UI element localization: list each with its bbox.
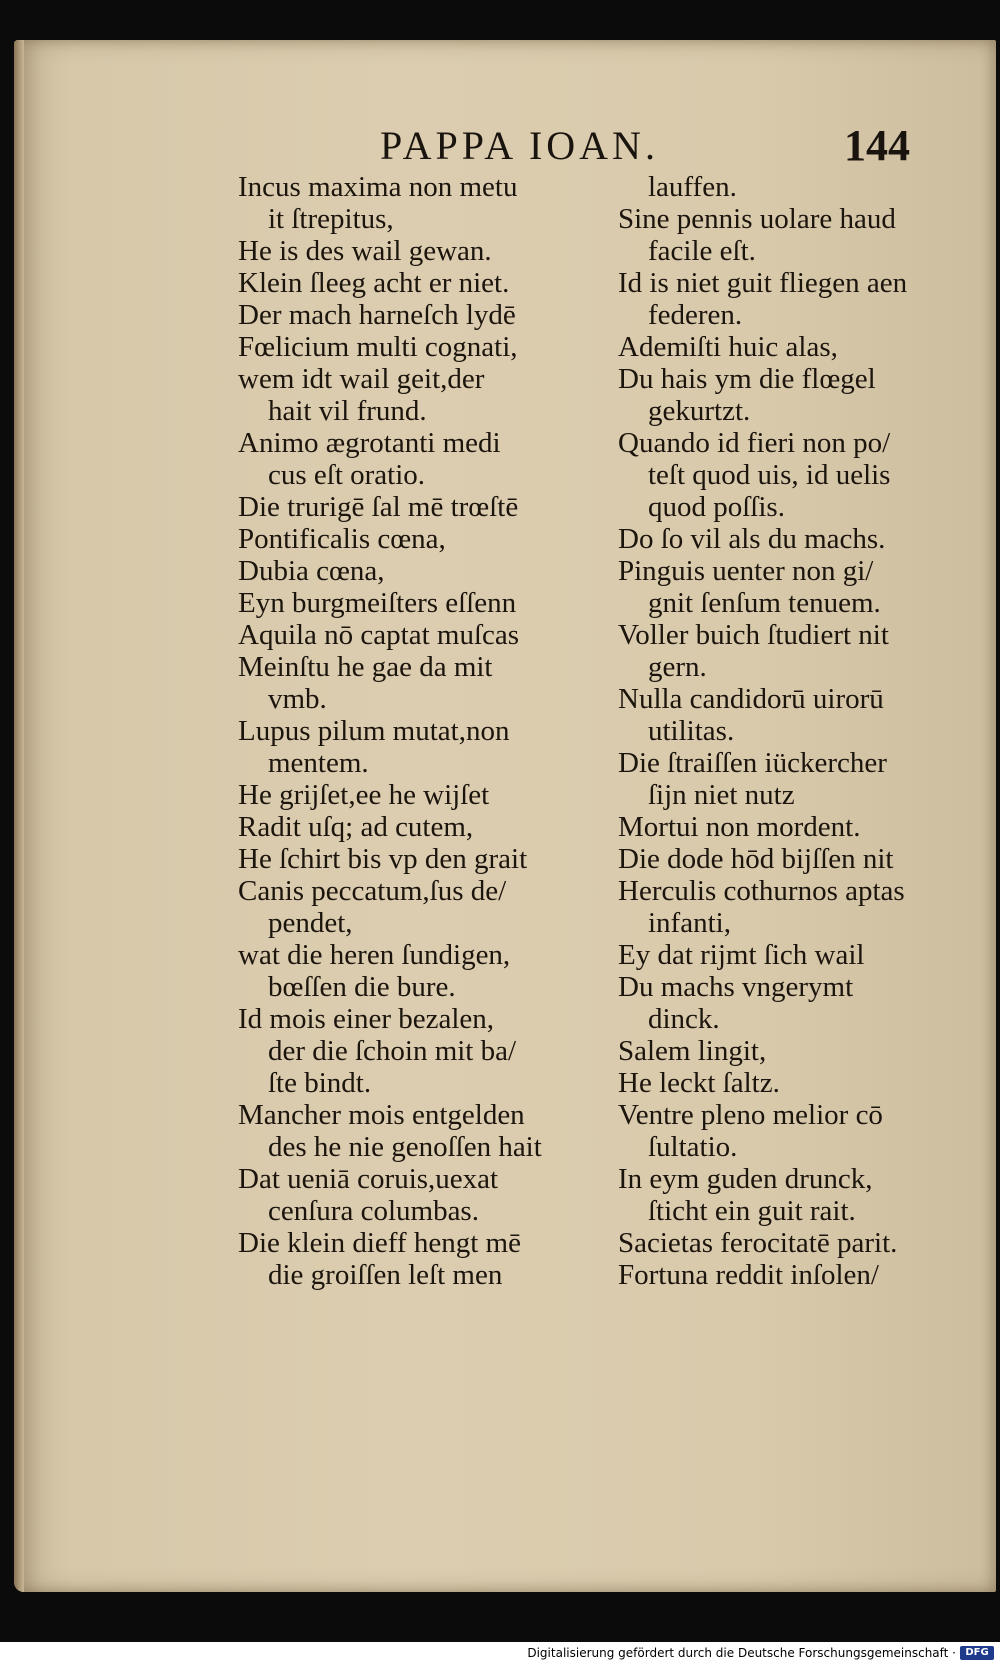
right-column-line: Du hais ym die flœgel — [618, 363, 876, 395]
left-column-line: Die klein dieff hengt mē — [238, 1227, 521, 1259]
right-column-line: He leckt ſaltz. — [618, 1067, 780, 1099]
running-title: PAPPA IOAN. — [380, 123, 659, 168]
right-column-line: infanti, — [648, 907, 731, 939]
right-column-line: Do ſo vil als du machs. — [618, 523, 886, 555]
left-column-line: Incus maxima non metu — [238, 171, 518, 203]
left-column-line: Mancher mois entgelden — [238, 1099, 525, 1131]
right-column-line: gekurtzt. — [648, 395, 751, 427]
left-column-line: hait vil frund. — [268, 395, 427, 427]
left-column-line: it ſtrepitus, — [268, 203, 394, 235]
footer-bar — [0, 1642, 1000, 1666]
left-column-line: Eyn burgmeiſters eſſenn — [238, 587, 517, 619]
right-column-line: teſt quod uis, id uelis — [648, 459, 891, 491]
left-column-line: Klein ſleeg acht er niet. — [238, 267, 510, 299]
right-column-line: Mortui non mordent. — [618, 811, 861, 843]
right-column-line: Herculis cothurnos aptas — [618, 875, 905, 907]
right-column-line: federen. — [648, 299, 743, 331]
page-gutter — [14, 40, 24, 1592]
right-column-line: Ventre pleno melior cō — [618, 1099, 883, 1131]
left-column-line: vmb. — [268, 683, 327, 715]
right-column-line: dinck. — [648, 1003, 720, 1035]
left-column-line: He is des wail gewan. — [238, 235, 492, 267]
left-column-line: Radit uſq; ad cutem, — [238, 811, 474, 843]
left-column-line: wat die heren ſundigen, — [238, 939, 511, 971]
right-column-line: Ademiſti huic alas, — [618, 331, 838, 363]
left-column-line: mentem. — [268, 747, 369, 779]
left-column-line: der die ſchoin mit ba/ — [268, 1035, 517, 1067]
dfg-logo-icon: DFG — [960, 1646, 994, 1660]
right-column-line: Sine pennis uolare haud — [618, 203, 896, 235]
right-column-line: Nulla candidorū uirorū — [618, 683, 884, 715]
right-column-line: Id is niet guit fliegen aen — [618, 267, 908, 299]
right-column-line: facile eſt. — [648, 235, 756, 267]
left-column-line: Dubia cœna, — [238, 555, 385, 587]
left-column-line: Fœlicium multi cognati, — [238, 331, 518, 363]
left-column-line: pendet, — [268, 907, 353, 939]
left-column-line: Animo ægrotanti medi — [238, 427, 501, 459]
left-column-line: die groiſſen leſt men — [268, 1259, 503, 1291]
right-column-line: utilitas. — [648, 715, 735, 747]
left-column-line: bœſſen die bure. — [268, 971, 456, 1003]
right-column-line: ſultatio. — [648, 1131, 738, 1163]
right-column-line: gern. — [648, 651, 707, 683]
right-column-line: ſijn niet nutz — [648, 779, 795, 811]
right-column-line: gnit ſenſum tenuem. — [648, 587, 881, 619]
left-column-line: Id mois einer bezalen, — [238, 1003, 495, 1035]
right-column-line: Fortuna reddit inſolen/ — [618, 1259, 879, 1291]
right-column-line: ſticht ein guit rait. — [648, 1195, 856, 1227]
left-column-line: ſte bindt. — [268, 1067, 372, 1099]
left-column-line: Die trurigē ſal mē trœſtē — [238, 491, 519, 523]
right-column-line: Die ſtraiſſen iückercher — [618, 747, 887, 779]
left-column-line: Meinſtu he gae da mit — [238, 651, 493, 683]
left-column-line: cus eſt oratio. — [268, 459, 426, 491]
right-column-line: Sacietas ferocitatē parit. — [618, 1227, 898, 1259]
left-column-line: Lupus pilum mutat,non — [238, 715, 510, 747]
left-column-line: He ſchirt bis vp den grait — [238, 843, 528, 875]
right-column-line: quod poſſis. — [648, 491, 785, 523]
page-number: 144 — [844, 121, 910, 170]
right-column-line: Quando id fieri non po/ — [618, 427, 891, 459]
right-column-line: Ey dat rijmt ſich wail — [618, 939, 865, 971]
left-column-line: Dat ueniā coruis,uexat — [238, 1163, 499, 1195]
right-column-line: Du machs vngerymt — [618, 971, 854, 1003]
left-column-line: Aquila nō captat muſcas — [238, 619, 520, 651]
left-column-line: Canis peccatum,ſus de/ — [238, 875, 507, 907]
left-column-line: cenſura columbas. — [268, 1195, 479, 1227]
right-column-line: Die dode hōd bijſſen nit — [618, 843, 894, 875]
right-column-line: Voller buich ſtudiert nit — [618, 619, 889, 651]
left-column — [238, 171, 596, 1291]
left-column-line: Pontificalis cœna, — [238, 523, 446, 555]
right-column-line: In eym guden drunck, — [618, 1163, 873, 1195]
left-column-line: Der mach harneſch lydē — [238, 299, 516, 331]
right-column-line: lauffen. — [648, 171, 737, 203]
left-column-line: He grijſet,ee he wijſet — [238, 779, 490, 811]
left-column-line: des he nie genoſſen hait — [268, 1131, 542, 1163]
left-column-line: wem idt wail geit,der — [238, 363, 485, 395]
page-header — [380, 122, 920, 174]
right-column-line: Salem lingit, — [618, 1035, 767, 1067]
right-column — [618, 171, 970, 1291]
right-column-line: Pinguis uenter non gi/ — [618, 555, 874, 587]
funding-credit: Digitalisierung gefördert durch die Deutsche Forschungsgemeinschaft · — [527, 1646, 956, 1660]
